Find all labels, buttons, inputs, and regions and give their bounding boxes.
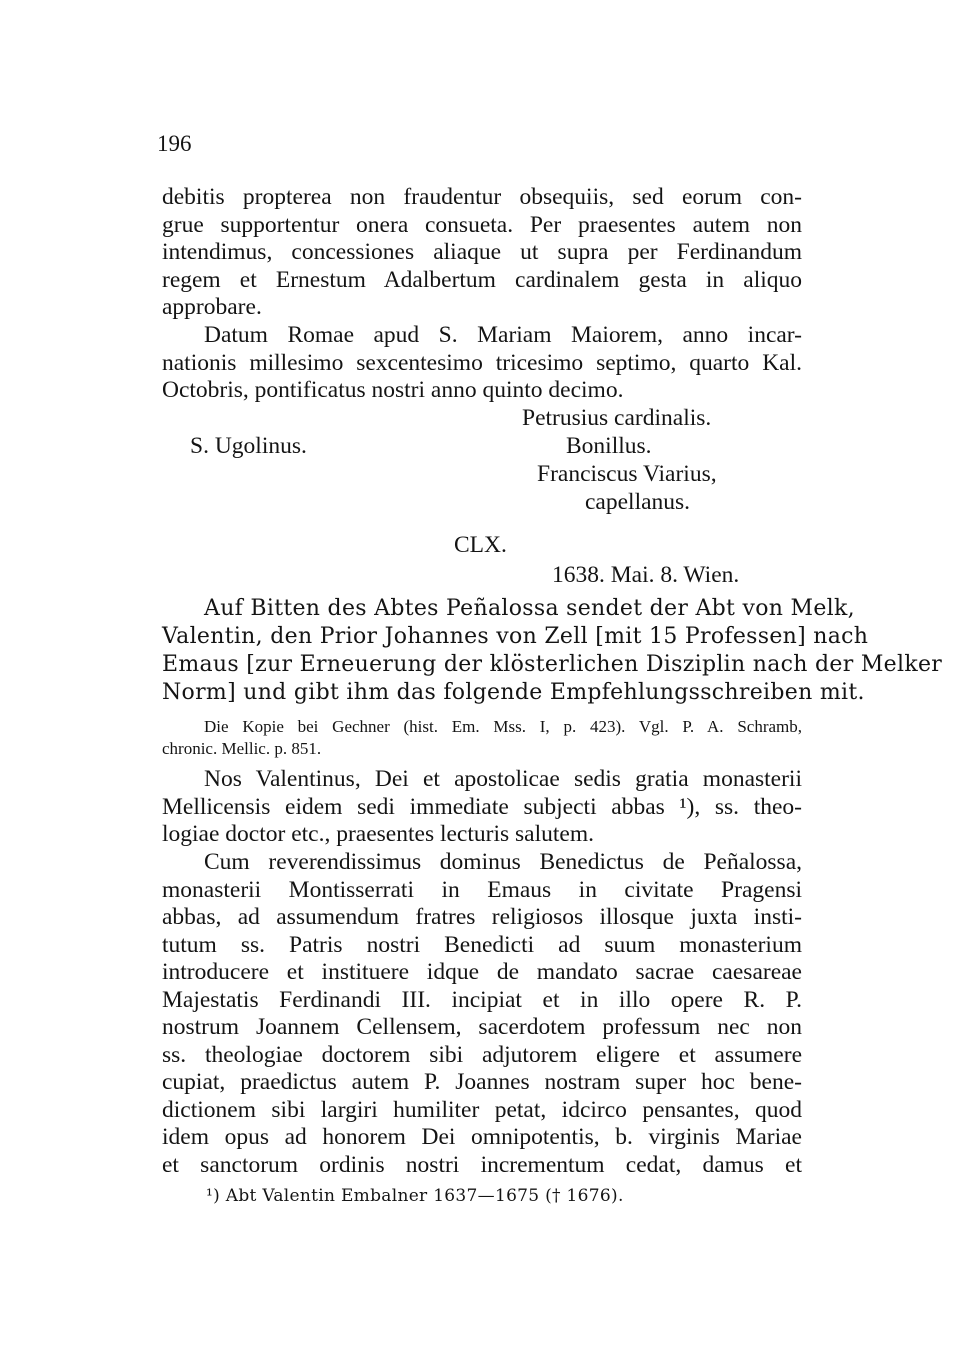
latin-paragraph-1 [162, 184, 802, 322]
text-line: monasterii Montisserrati in Emaus in civitate Pragensi [162, 876, 802, 903]
document-number: CLX. [454, 532, 507, 558]
text-line: approbare. [162, 294, 262, 320]
text-line: intendimus, concessiones aliaque ut supra per Ferdinandum [162, 239, 802, 265]
text-line: Valentin, den Prior Johannes von Zell [mit 15 Professen] nach [162, 624, 869, 649]
text-line: Mellicensis eidem sedi immediate subjecti abbas ¹), ss. theo- [162, 793, 802, 820]
text-line: Octobris, pontificatus nostri anno quinto decimo. [162, 377, 624, 403]
text-line: Emaus [zur Erneuerung der klösterlichen Disziplin nach der Melker [162, 652, 943, 677]
letter-paragraph-2 [162, 849, 802, 1179]
text-line: Majestatis Ferdinandi III. incipiat et in illo opere R. P. [162, 986, 802, 1013]
date-place: 1638. Mai. 8. Wien. [552, 562, 740, 588]
text-line: dictionem sibi largiri humiliter petat, idcirco pensantes, quod [162, 1096, 802, 1123]
text-line: tutum ss. Patris nostri Benedicti ad suum monasterium [162, 931, 802, 958]
text-line: Datum Romae apud S. Mariam Maiorem, anno incar- [204, 322, 802, 348]
text-line: et sanctorum ordinis nostri incrementum cedat, damus et [162, 1151, 802, 1178]
text-line: abbas, ad assumendum fratres religiosos illosque juxta insti- [162, 904, 802, 930]
text-line: debitis propterea non fraudentur obsequiis, sed eorum con- [162, 184, 802, 210]
text-line: chronic. Mellic. p. 851. [162, 739, 322, 758]
text-line: regem et Ernestum Adalbertum cardinalem gesta in aliquo [162, 266, 802, 293]
signature-petrusius: Petrusius cardinalis. [522, 405, 712, 431]
signature-viarius: Franciscus Viarius, [537, 461, 717, 487]
german-summary [162, 595, 943, 707]
text-line: Nos Valentinus, Dei et apostolicae sedis gratia monasterii [204, 766, 802, 792]
text-line: Die Kopie bei Gechner (hist. Em. Mss. I, p. 423). Vgl. P. A. Schramb, [204, 717, 802, 736]
letter-paragraph-1 [162, 766, 802, 849]
text-line: introducere et instituere idque de mandato sacrae caesareae [162, 959, 802, 985]
signature-capellanus: capellanus. [585, 489, 691, 515]
text-line: logiae doctor etc., praesentes lecturis salutem. [162, 821, 594, 847]
text-line: nationis millesimo sexcentesimo tricesimo septimo, quarto Kal. [162, 349, 802, 376]
source-note [162, 716, 802, 760]
text-line: Norm] und gibt ihm das folgende Empfehlungsschreiben mit. [162, 680, 865, 705]
text-line: Cum reverendissimus dominus Benedictus de Peñalossa, [204, 849, 802, 875]
text-line: idem opus ad honorem Dei omnipotentis, b. virginis Mariae [162, 1124, 802, 1150]
text-line: nostrum Joannem Cellensem, sacerdotem professum nec non [162, 1014, 802, 1040]
dating-paragraph [162, 322, 802, 405]
text-line: cupiat, praedictus autem P. Joannes nostram super hoc bene- [162, 1069, 802, 1095]
signature-bonillus: Bonillus. [566, 433, 652, 459]
text-line: Auf Bitten des Abtes Peñalossa sendet der Abt von Melk, [204, 596, 855, 621]
page-number: 196 [157, 131, 192, 156]
text-line: ss. theologiae doctorem sibi adjutorem eligere et assumere [162, 1041, 802, 1068]
footnote: ¹) Abt Valentin Embalner 1637—1675 († 1676). [206, 1186, 624, 1206]
text-line: grue supportentur onera consueta. Per praesentes autem non [162, 211, 802, 238]
signature-ugolinus: S. Ugolinus. [190, 433, 307, 459]
